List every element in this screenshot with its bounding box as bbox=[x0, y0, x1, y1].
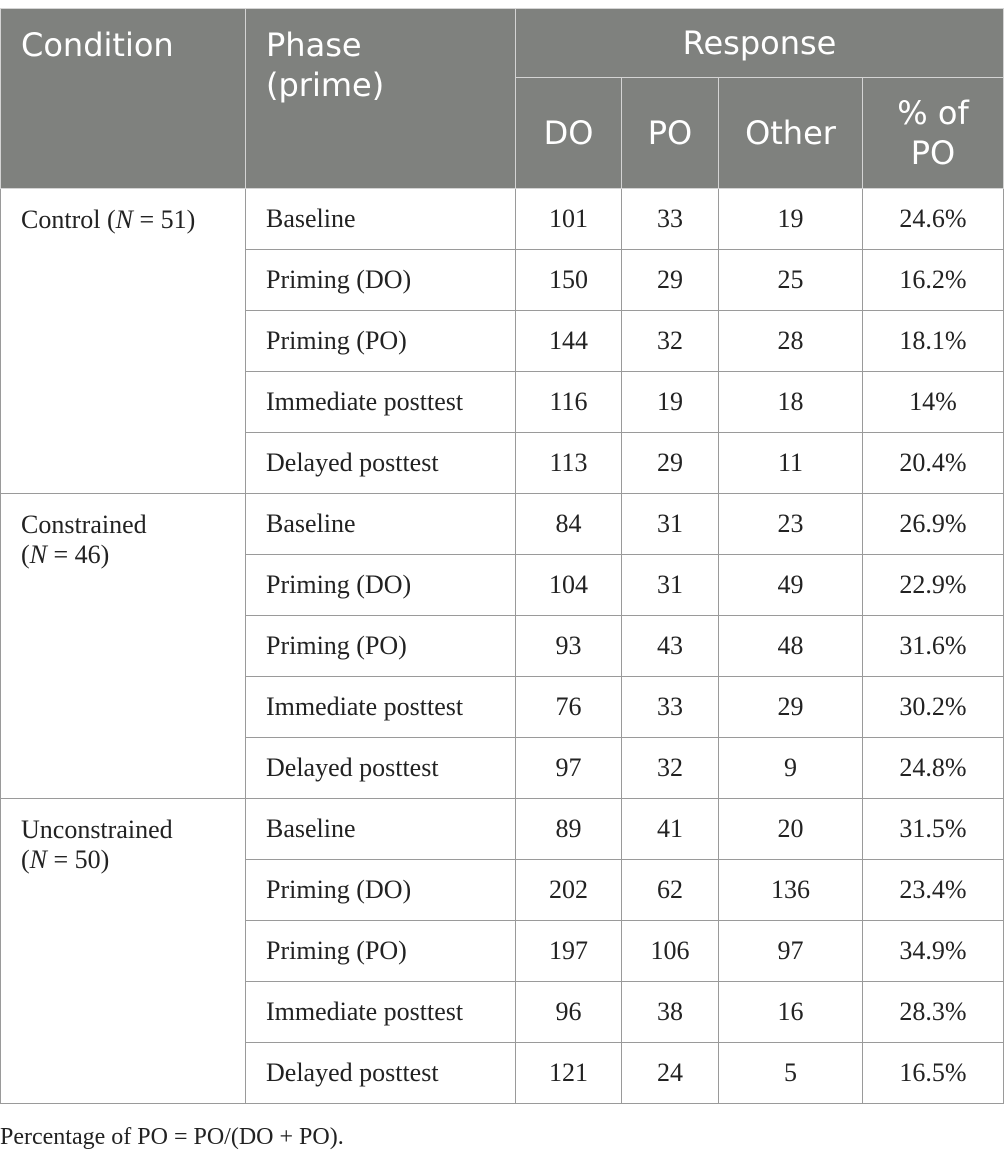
po-percent-cell: 16.5% bbox=[863, 1043, 1004, 1104]
other-count-cell: 23 bbox=[719, 494, 863, 555]
phase-cell: Baseline bbox=[246, 799, 516, 860]
do-count-cell: 84 bbox=[516, 494, 622, 555]
table-body bbox=[1, 189, 1004, 1104]
header-condition: Condition bbox=[1, 9, 246, 189]
do-count-cell: 121 bbox=[516, 1043, 622, 1104]
do-count-cell: 104 bbox=[516, 555, 622, 616]
condition-n-value: = 46) bbox=[53, 540, 110, 569]
other-count-cell: 136 bbox=[719, 860, 863, 921]
condition-cell bbox=[1, 189, 246, 494]
po-count-cell: 62 bbox=[622, 860, 719, 921]
table-row bbox=[1, 494, 1004, 555]
phase-cell: Baseline bbox=[246, 189, 516, 250]
po-count-cell: 29 bbox=[622, 250, 719, 311]
header-other: Other bbox=[719, 78, 863, 189]
header-pct-line1: % of bbox=[897, 94, 969, 132]
po-percent-cell: 34.9% bbox=[863, 921, 1004, 982]
po-count-cell: 43 bbox=[622, 616, 719, 677]
header-phase-line1: Phase bbox=[266, 26, 362, 64]
po-count-cell: 31 bbox=[622, 494, 719, 555]
po-count-cell: 32 bbox=[622, 311, 719, 372]
condition-label: Constrained bbox=[21, 510, 147, 539]
phase-cell: Immediate posttest bbox=[246, 677, 516, 738]
po-count-cell: 38 bbox=[622, 982, 719, 1043]
condition-n-symbol: N bbox=[29, 540, 48, 569]
table-footnote: Percentage of PO = PO/(DO + PO). bbox=[0, 1124, 344, 1150]
po-count-cell: 106 bbox=[622, 921, 719, 982]
do-count-cell: 144 bbox=[516, 311, 622, 372]
other-count-cell: 20 bbox=[719, 799, 863, 860]
header-phase-line2: (prime) bbox=[266, 66, 385, 104]
table-row bbox=[1, 799, 1004, 860]
phase-cell: Immediate posttest bbox=[246, 982, 516, 1043]
phase-cell: Delayed posttest bbox=[246, 433, 516, 494]
results-table bbox=[0, 8, 1004, 1104]
phase-cell: Priming (PO) bbox=[246, 921, 516, 982]
po-percent-cell: 24.8% bbox=[863, 738, 1004, 799]
phase-cell: Immediate posttest bbox=[246, 372, 516, 433]
po-percent-cell: 31.5% bbox=[863, 799, 1004, 860]
po-percent-cell: 23.4% bbox=[863, 860, 1004, 921]
condition-n-open: ( bbox=[100, 205, 116, 234]
do-count-cell: 97 bbox=[516, 738, 622, 799]
condition-cell bbox=[1, 799, 246, 1104]
condition-cell bbox=[1, 494, 246, 799]
phase-cell: Priming (DO) bbox=[246, 860, 516, 921]
other-count-cell: 25 bbox=[719, 250, 863, 311]
do-count-cell: 101 bbox=[516, 189, 622, 250]
other-count-cell: 16 bbox=[719, 982, 863, 1043]
do-count-cell: 96 bbox=[516, 982, 622, 1043]
condition-n-open: ( bbox=[21, 845, 30, 874]
po-count-cell: 24 bbox=[622, 1043, 719, 1104]
header-phase bbox=[246, 9, 516, 189]
header-po: PO bbox=[622, 78, 719, 189]
do-count-cell: 197 bbox=[516, 921, 622, 982]
po-count-cell: 31 bbox=[622, 555, 719, 616]
po-percent-cell: 30.2% bbox=[863, 677, 1004, 738]
do-count-cell: 113 bbox=[516, 433, 622, 494]
other-count-cell: 28 bbox=[719, 311, 863, 372]
po-count-cell: 19 bbox=[622, 372, 719, 433]
po-count-cell: 29 bbox=[622, 433, 719, 494]
po-percent-cell: 24.6% bbox=[863, 189, 1004, 250]
do-count-cell: 116 bbox=[516, 372, 622, 433]
condition-label: Unconstrained bbox=[21, 815, 173, 844]
condition-n-symbol: N bbox=[29, 845, 48, 874]
po-percent-cell: 16.2% bbox=[863, 250, 1004, 311]
phase-cell: Delayed posttest bbox=[246, 738, 516, 799]
po-count-cell: 33 bbox=[622, 189, 719, 250]
po-count-cell: 33 bbox=[622, 677, 719, 738]
other-count-cell: 19 bbox=[719, 189, 863, 250]
header-do: DO bbox=[516, 78, 622, 189]
po-percent-cell: 18.1% bbox=[863, 311, 1004, 372]
phase-cell: Delayed posttest bbox=[246, 1043, 516, 1104]
table-header bbox=[1, 9, 1004, 189]
other-count-cell: 5 bbox=[719, 1043, 863, 1104]
condition-n-value: = 50) bbox=[53, 845, 110, 874]
phase-cell: Baseline bbox=[246, 494, 516, 555]
do-count-cell: 76 bbox=[516, 677, 622, 738]
other-count-cell: 49 bbox=[719, 555, 863, 616]
do-count-cell: 202 bbox=[516, 860, 622, 921]
condition-n-symbol: N bbox=[115, 205, 133, 234]
do-count-cell: 89 bbox=[516, 799, 622, 860]
header-pct-line2: PO bbox=[910, 134, 956, 172]
condition-n-open: ( bbox=[21, 540, 30, 569]
other-count-cell: 48 bbox=[719, 616, 863, 677]
po-percent-cell: 31.6% bbox=[863, 616, 1004, 677]
other-count-cell: 29 bbox=[719, 677, 863, 738]
do-count-cell: 93 bbox=[516, 616, 622, 677]
other-count-cell: 18 bbox=[719, 372, 863, 433]
po-percent-cell: 14% bbox=[863, 372, 1004, 433]
phase-cell: Priming (PO) bbox=[246, 311, 516, 372]
po-count-cell: 41 bbox=[622, 799, 719, 860]
header-response: Response bbox=[516, 9, 1004, 78]
condition-label: Control bbox=[21, 205, 101, 234]
other-count-cell: 9 bbox=[719, 738, 863, 799]
phase-cell: Priming (DO) bbox=[246, 250, 516, 311]
other-count-cell: 11 bbox=[719, 433, 863, 494]
phase-cell: Priming (DO) bbox=[246, 555, 516, 616]
do-count-cell: 150 bbox=[516, 250, 622, 311]
table-row bbox=[1, 189, 1004, 250]
header-pct-po bbox=[863, 78, 1004, 189]
po-percent-cell: 22.9% bbox=[863, 555, 1004, 616]
other-count-cell: 97 bbox=[719, 921, 863, 982]
po-count-cell: 32 bbox=[622, 738, 719, 799]
po-percent-cell: 26.9% bbox=[863, 494, 1004, 555]
po-percent-cell: 28.3% bbox=[863, 982, 1004, 1043]
phase-cell: Priming (PO) bbox=[246, 616, 516, 677]
po-percent-cell: 20.4% bbox=[863, 433, 1004, 494]
condition-n-value: = 51) bbox=[139, 205, 196, 234]
